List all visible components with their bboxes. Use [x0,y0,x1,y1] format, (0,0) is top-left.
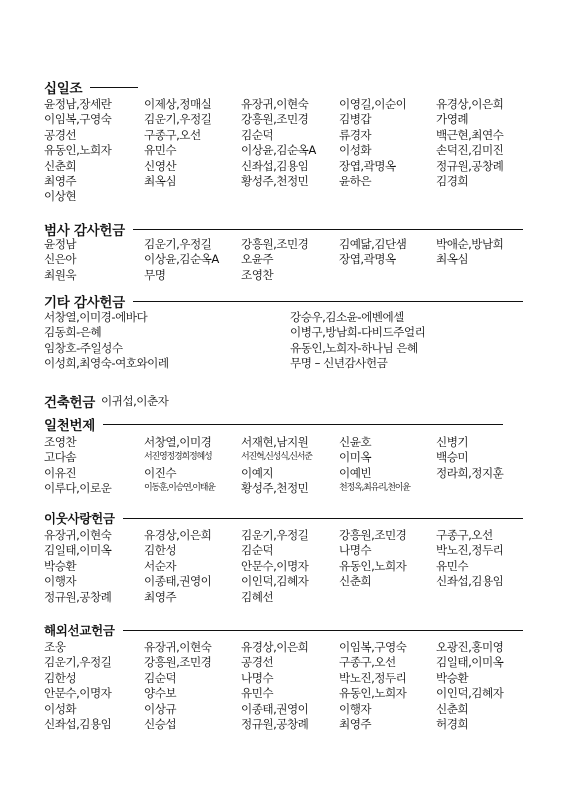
name-entry: 이제상,정매실 [144,97,212,111]
name-entry: 백승미 [436,450,469,465]
section-title: 해외선교헌금 [44,623,115,638]
name-entry: 김일태,이미옥 [44,543,112,558]
name-entry: 이영길,이순이 [339,97,407,111]
section-rule [123,518,523,519]
name-entry: 이루다,이로운 [44,481,112,496]
section-header-thousand-offering [44,415,503,433]
section-rule [103,424,503,425]
name-entry: 오광진,홍미영 [436,640,504,654]
section-title: 일천번제 [44,418,95,434]
name-entry: 이상규 [144,701,177,716]
name-entry: 김혜선 [241,589,274,604]
section-header-other-thanksgiving [44,292,523,310]
section-rule [123,630,523,631]
section-title: 건축헌금 [44,395,95,411]
name-entry: 신춘희 [436,701,469,716]
name-entry [436,481,534,496]
name-entry: 최영주 [144,589,177,604]
name-entry: 황성주,천정민 [241,173,309,188]
name-entry: 강흥원,조민경 [144,655,212,670]
name-entry: 손덕진,김미진 [436,143,504,158]
name-entry: 유장귀,이현숙 [241,97,309,111]
name-entry: 정규원,공창례 [44,589,112,604]
name-entry: 김순덕 [241,127,274,142]
name-entry: 최옥심 [436,252,469,267]
name-entry: 구종구,오선 [144,127,201,142]
name-entry: 가영례 [436,112,469,127]
name-entry: 오윤주 [241,252,274,267]
name-entry: 김경희 [436,173,469,188]
name-entry: 유경상,이은희 [241,640,309,654]
name-entry: 류경자 [339,127,372,142]
name-entry: 유민수 [144,143,177,158]
name-entry: 유동인,노희자-하나님 은혜 [290,340,418,355]
name-entry: 김동희-은혜 [44,325,102,340]
name-entry: 서창열,이미경-에바다 [44,310,148,324]
section-header-tithe [44,78,138,96]
name-entry: 이미옥 [339,450,372,465]
name-entry: 이행자 [44,574,77,589]
name-entry: 이인덕,김혜자 [436,686,504,701]
thanksgiving-name-grid [44,237,534,283]
name-entry: 장엽,곽명옥 [339,158,396,173]
section-rule [133,229,523,230]
building-names: 이귀섭,이춘자 [100,394,169,408]
name-entry: 유민수 [436,558,469,573]
name-entry: 구종구,오선 [436,528,493,542]
name-entry: 유동인,노희자 [339,686,407,701]
name-entry: 박노진,정두리 [436,543,504,558]
name-entry: 공경선 [44,127,77,142]
name-entry: 윤정남,장세란 [44,97,112,111]
name-entry: 김운기,우정길 [44,655,112,670]
name-entry: 김병갑 [339,112,372,127]
name-entry: 유동인,노희자 [44,143,112,158]
name-entry: 무명 – 신년감사헌금 [290,356,388,371]
name-entry: 천정옥,최유리,천이윤 [339,483,410,494]
name-entry: 신윤호 [339,435,372,449]
section-title: 십일조 [44,81,83,97]
name-entry: 백근현,최연수 [436,127,504,142]
section-header-building [44,392,168,410]
name-entry: 이예지 [241,465,274,480]
name-entry: 이임복,구영숙 [44,112,112,127]
name-entry: 이상현 [44,189,77,204]
name-entry: 이종태,권영이 [144,574,212,589]
name-entry: 김순덕 [241,543,274,558]
name-entry: 공경선 [241,655,274,670]
name-entry: 나명수 [339,543,372,558]
name-entry: 이예빈 [339,465,372,480]
name-entry: 이성화 [44,701,77,716]
name-entry: 이인덕,김혜자 [241,574,309,589]
name-entry: 유장귀,이현숙 [144,640,212,654]
section-rule [90,87,138,88]
name-entry: 조웅 [44,640,66,654]
name-entry: 이임복,구영숙 [339,640,407,654]
name-entry: 정규원,공창례 [436,158,504,173]
name-entry: 강흥원,조민경 [241,112,309,127]
name-entry: 이행자 [339,701,372,716]
name-entry: 임창호-주일성수 [44,340,123,355]
name-entry: 유동인,노희자 [339,558,407,573]
name-entry: 윤정남 [44,237,77,251]
name-entry: 김운기,우정길 [241,528,309,542]
name-entry: 신춘희 [44,158,77,173]
name-entry: 김운기,우정길 [144,112,212,127]
name-entry: 강흥원,조민경 [241,237,309,251]
name-entry: 김예닮,김단샘 [339,237,407,251]
name-entry: 최영주 [339,716,372,731]
name-entry: 서재현,남지원 [241,435,309,449]
name-entry: 신병기 [436,435,469,449]
name-entry: 서진영정경희정혜성 [144,452,212,463]
name-entry: 안문수,이명자 [241,558,309,573]
name-entry: 신좌섭,김용임 [436,574,504,589]
name-entry: 박승환 [436,670,469,685]
name-entry: 신은아 [44,252,77,267]
name-entry: 허경희 [436,716,469,731]
name-entry: 최원욱 [44,267,77,282]
name-entry: 나명수 [241,670,274,685]
name-entry: 이유진 [44,465,77,480]
name-entry: 장엽,곽명옥 [339,252,396,267]
name-entry: 이진수 [144,465,177,480]
name-entry: 김한성 [144,543,177,558]
name-entry: 유경상,이은희 [144,528,212,542]
name-entry: 윤하은 [339,173,372,188]
name-entry: 박승환 [44,558,77,573]
name-entry: 신춘희 [339,574,372,589]
name-entry: 김일태,이미옥 [436,655,504,670]
name-entry: 강흥원,조민경 [339,528,407,542]
name-entry: 강승우,김소윤-에벤에셀 [290,310,404,324]
name-entry: 박애순,방남희 [436,237,504,251]
section-title: 범사 감사헌금 [44,223,125,239]
section-header-overseas-mission [44,621,523,639]
name-entry: 이상윤,김순옥A [144,252,219,267]
name-entry: 양수보 [144,686,177,701]
name-entry: 서순자 [144,558,177,573]
name-entry: 유민수 [241,686,274,701]
thousand-offering-grid [44,435,534,497]
name-entry: 조영찬 [44,435,77,449]
name-entry: 이성희,최영숙-여호와이레 [44,356,169,371]
name-entry: 김한성 [44,670,77,685]
name-entry: 정규원,공창례 [241,716,309,731]
name-entry: 조영찬 [241,267,274,282]
section-header-neighbor-love [44,509,523,527]
name-entry: 이상윤,김순옥A [241,143,316,158]
other-thanksgiving-grid [44,310,534,372]
name-entry: 이성화 [339,143,372,158]
name-entry: 이동훈,이승연,이태윤 [144,483,215,494]
section-title: 기타 감사헌금 [44,295,125,311]
name-entry: 이병구,방남희-다비드주얼리 [290,325,426,340]
name-entry: 구종구,오선 [339,655,396,670]
neighbor-love-grid [44,528,534,605]
name-entry: 황성주,천정민 [241,481,309,496]
section-header-thanksgiving [44,220,523,238]
name-entry: 신승섭 [144,716,177,731]
name-entry: 서창열,이미경 [144,435,212,449]
name-entry: 최영주 [44,173,77,188]
name-entry: 유장귀,이현숙 [44,528,112,542]
section-rule [133,301,523,302]
name-entry: 서진혁,신성식,신서준 [241,452,312,463]
section-title: 이웃사랑헌금 [44,511,115,526]
name-entry: 이종태,권영이 [241,701,309,716]
name-entry: 박노진,정두리 [339,670,407,685]
name-entry: 최옥심 [144,173,177,188]
name-entry: 신좌섭,김용임 [44,716,112,731]
name-entry: 고다솜 [44,450,77,465]
name-entry: 안문수,이명자 [44,686,112,701]
overseas-mission-grid [44,640,534,732]
name-entry: 신좌섭,김용임 [241,158,309,173]
name-entry: 신영산 [144,158,177,173]
name-entry: 김운기,우정길 [144,237,212,251]
name-entry: 정라희,정지훈 [436,465,504,480]
name-entry: 무명 [144,267,166,282]
tithe-name-grid [44,97,534,205]
name-entry: 김순덕 [144,670,177,685]
name-entry: 유경상,이은희 [436,97,504,111]
